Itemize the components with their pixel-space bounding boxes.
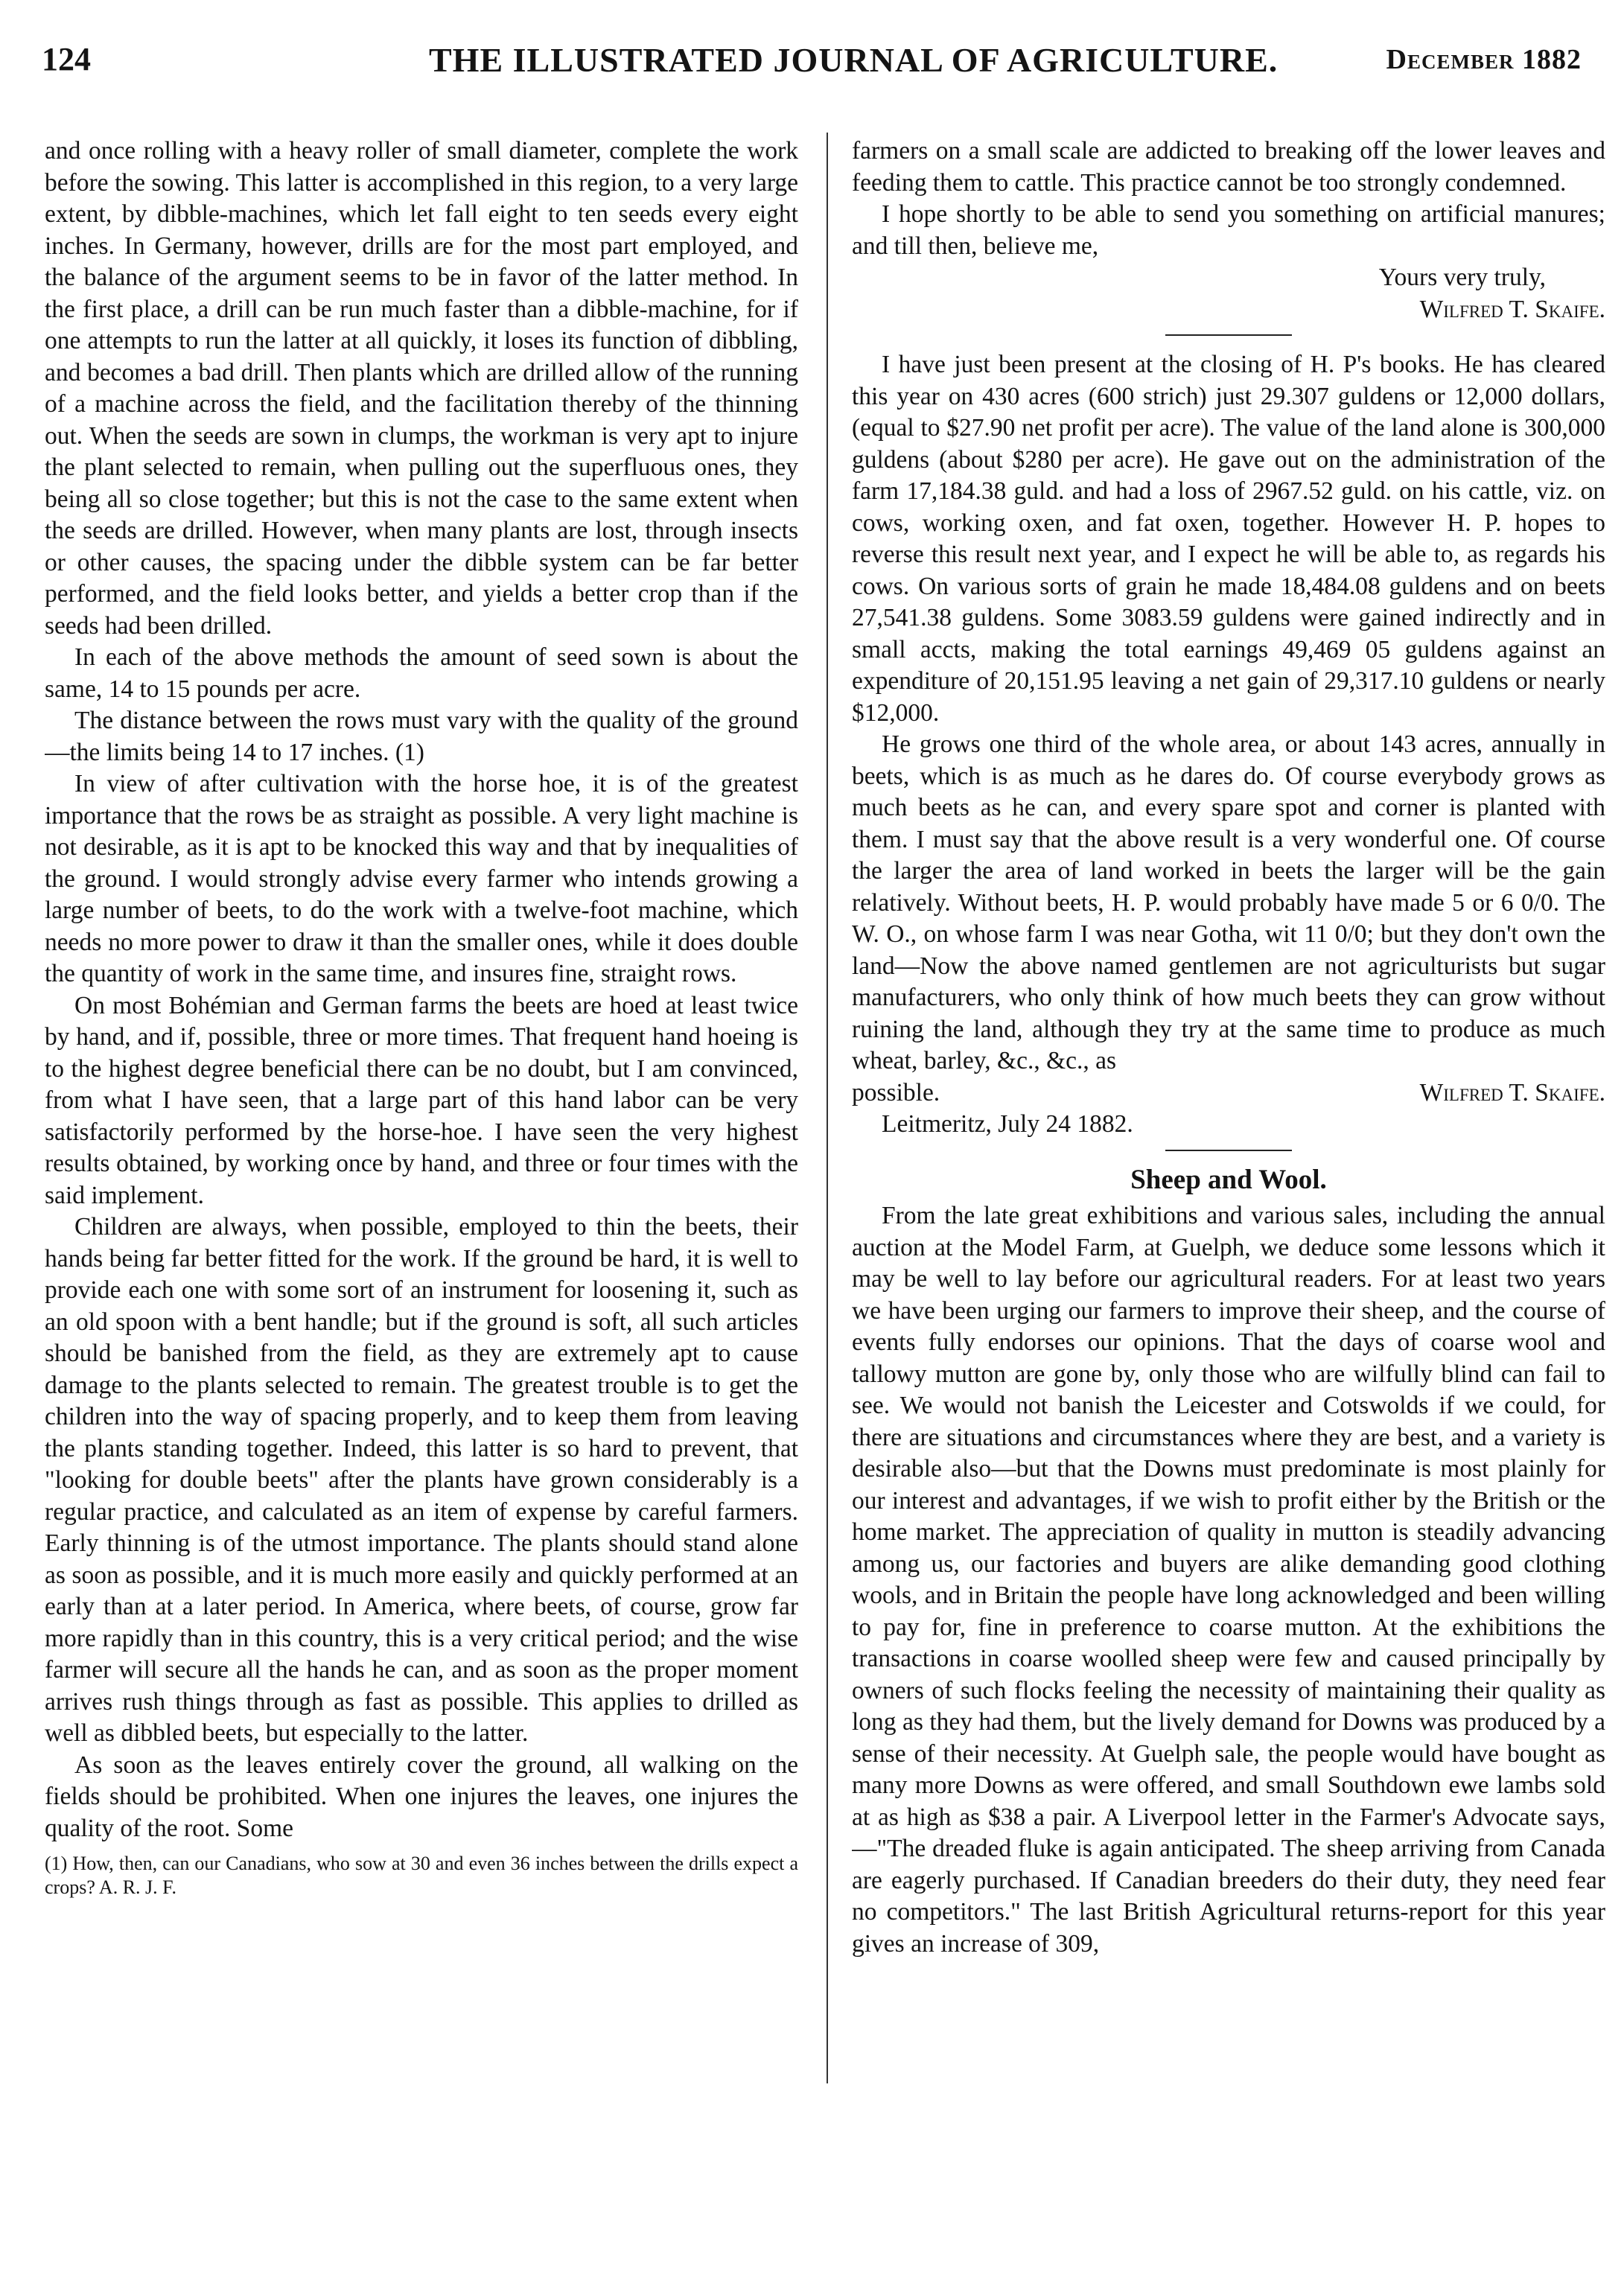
section-divider	[1165, 334, 1292, 336]
body-paragraph: and once rolling with a heavy roller of small diameter, complete the work before the sowing. This latter is accomplished in this region, to a very large extent, by dibble-machines, which let fall eight to ten seeds every eight inches. In Germany, however, drills are for the most part employed, and the balance of the argument seems to be in favor of the latter method. In the first place, a drill can be run much faster than a dibble-machine, for if one attempts to run the latter at all quickly, it loses its function of dibbling, and becomes a bad drill. Then plants which are drilled allow of the running of a machine across the field, and the facilitation thereby of the thinning out. When the seeds are sown in clumps, the workman is very apt to injure the plant selected to remain, when pulling out the superfluous ones, they being all so close together; but this is not the case to the same extent when the seeds are drilled. However, when many plants are lost, through insects or other causes, the spacing under the dibble system can be far better performed, and the field looks better, and yields a better crop than if the seeds had been drilled.	[45, 137, 798, 640]
page-header	[42, 40, 1582, 85]
body-paragraph: From the late great exhibitions and various sales, including the annual auction at the Model Farm, at Guelph, we deduce some lessons which it may be well to lay before our agricultural readers. For at least two years we have been urging our farmers to improve their sheep, and the course of events fully endorses our opinions. That the days of coarse wool and tallowy mutton are gone by, only those who are wilfully blind can fail to see. We would not banish the Leicester and Cotswolds if we could, for there are situations and circumstances where they are best, and a variety is desirable also—but that the Downs must predominate is most plainly for our interest and advantages, if we wish to profit either by the British or the home market. The appreciation of quality in mutton is steadily advancing among us, our factories and buyers are alike demanding good clothing wools, and in Britain the people have long acknowledged and been willing to pay for, fine in preference to coarse mutton. At the exhibitions the transactions in coarse woolled sheep were few and caused principally by owners of such flocks feeling the necessity of maintaining their quality as long as they had them, but the lively demand for Downs was produced by a sense of their necessity. At Guelph sale, the people would have bought as many more Downs as were offered, and small Southdown ewe lambs sold at as high as $38 a pair. A Liverpool letter in the Farmer's Advocate says,—"The dreaded fluke is again anticipated. The sheep arriving from Canada are eagerly purchased. If Canadian breeders do their duty, they need fear no competitors." The last British Agricultural returns-report for this year gives an increase of 309,	[852, 1202, 1605, 1958]
right-column	[852, 136, 1605, 2250]
body-paragraph: In view of after cultivation with the horse hoe, it is of the greatest importance that the rows be as straight as possible. A very light machine is not desirable, as it is apt to be knocked this way and that by inequalities of the ground. I would strongly advise every farmer who intends growing a large number of beets, to do the work with a twelve-foot machine, which needs no more power to draw it than the smaller ones, while it does double the quantity of work in the same time, and insures fine, straight rows.	[45, 770, 798, 987]
section-heading: Sheep and Wool.	[1130, 1164, 1327, 1195]
body-paragraph: Children are always, when possible, employed to thin the beets, their hands being far better fitted for the work. If the ground be hard, it is well to provide each one with some sort of an instrument for loosening it, such as an old spoon with a bent handle; but if the ground is soft, all such articles should be banished from the field, as they are extremely apt to cause damage to the plants selected to remain. The greatest trouble is to get the children into the way of spacing properly, and to keep them from leaving the plants standing together. Indeed, this latter is so hard to prevent, that "looking for double beets" after the plants have grown considerably is a regular practice, and calculated as an item of expense by careful farmers. Early thinning is of the utmost importance. The plants should stand alone as soon as possible, and it is much more easily and quickly performed at an early than at a later period. In America, where beets, of course, grow far more rapidly than in this country, this is a very critical period; and the wise farmer will secure all the hands he can, and as soon as the proper moment arrives rush things through as fast as possible. This applies to drilled as well as dibbled beets, but especially to the latter.	[45, 1213, 798, 1747]
page-number: 124	[42, 41, 91, 77]
footnote: (1) How, then, can our Canadians, who sow at 30 and even 36 inches between the drills expect a crops? A. R. J. F.	[45, 1853, 798, 1898]
section-divider	[1165, 1150, 1292, 1151]
body-paragraph: farmers on a small scale are addicted to breaking off the lower leaves and feeding them to cattle. This practice cannot be too strongly condemned.	[852, 137, 1605, 197]
column-divider	[827, 133, 828, 2083]
signature-line	[852, 1077, 1605, 1109]
body-paragraph: I hope shortly to be able to send you something on artificial manures; and till then, believe me,	[852, 200, 1605, 260]
signature: Wilfred T. Skaife.	[1419, 295, 1605, 323]
body-paragraph: I have just been present at the closing of H. P's books. He has cleared this year on 430 acres (600 strich) just 29.307 guldens or 12,000 dollars, (equal to $27.90 net profit per acre). The value of the land alone is 300,000 guldens (about $280 per acre). He gave out on the administration of the farm 17,184.38 guld. and had a loss of 2967.52 guld. on his cattle, viz. on cows, working oxen, and fat oxen, together. However H. P. hopes to reverse this result next year, and I expect he will be able to, as regards his cows. On various sorts of grain he made 18,484.08 guldens and on beets 27,541.38 guldens. Some 3083.59 guldens were gained indirectly and in small accts, making the total earnings 49,469 05 guldens against an expenditure of 20,151.95 leaving a net gain of 29,317.10 guldens or nearly $12,000.	[852, 351, 1605, 727]
issue-date: December 1882	[1386, 44, 1582, 75]
signature: Wilfred T. Skaife.	[1419, 1078, 1605, 1106]
body-paragraph: The distance between the rows must vary with the quality of the ground—the limits being 14 to 17 inches. (1)	[45, 707, 798, 766]
body-paragraph: As soon as the leaves entirely cover the ground, all walking on the fields should be prohibited. When one injures the leaves, one injures the quality of the root. Some	[45, 1751, 798, 1842]
letter-closing: Yours very truly,	[1378, 264, 1546, 291]
closing-word: possible.	[852, 1078, 940, 1106]
body-paragraph: In each of the above methods the amount of seed sown is about the same, 14 to 15 pounds per acre.	[45, 643, 798, 703]
place-date: Leitmeritz, July 24 1882.	[882, 1110, 1133, 1138]
body-paragraph: He grows one third of the whole area, or about 143 acres, annually in beets, which is as much as he dares do. Of course everybody grows as much beets as he can, and every spare spot and corner is planted with them. I must say that the above result is a very wonderful one. Of course the larger the area of land worked in beets the larger will be the gain relatively. Without beets, H. P. would probably have made 5 or 6 0/0. The W. O., on whose farm I was near Gotha, wit 11 0/0; but they don't own the land—Now the above named gentlemen are not agriculturists but sugar manufacturers, who only think of how much beets they can grow without ruining the land, although they try at the same time to produce as much wheat, barley, &c., &c., as	[852, 730, 1605, 1074]
left-column	[45, 136, 798, 2250]
body-paragraph: On most Bohémian and German farms the beets are hoed at least twice by hand, and if, possible, three or more times. That frequent hand hoeing is to the highest degree beneficial there can be no doubt, but I am convinced, from what I have seen, that a large part of this hand labor can be very satisfactorily performed by the horse-hoe. I have seen the very highest results obtained, by working once by hand, and three or four times with the said implement.	[45, 991, 798, 1209]
running-title: THE ILLUSTRATED JOURNAL OF AGRICULTURE.	[429, 41, 1278, 79]
